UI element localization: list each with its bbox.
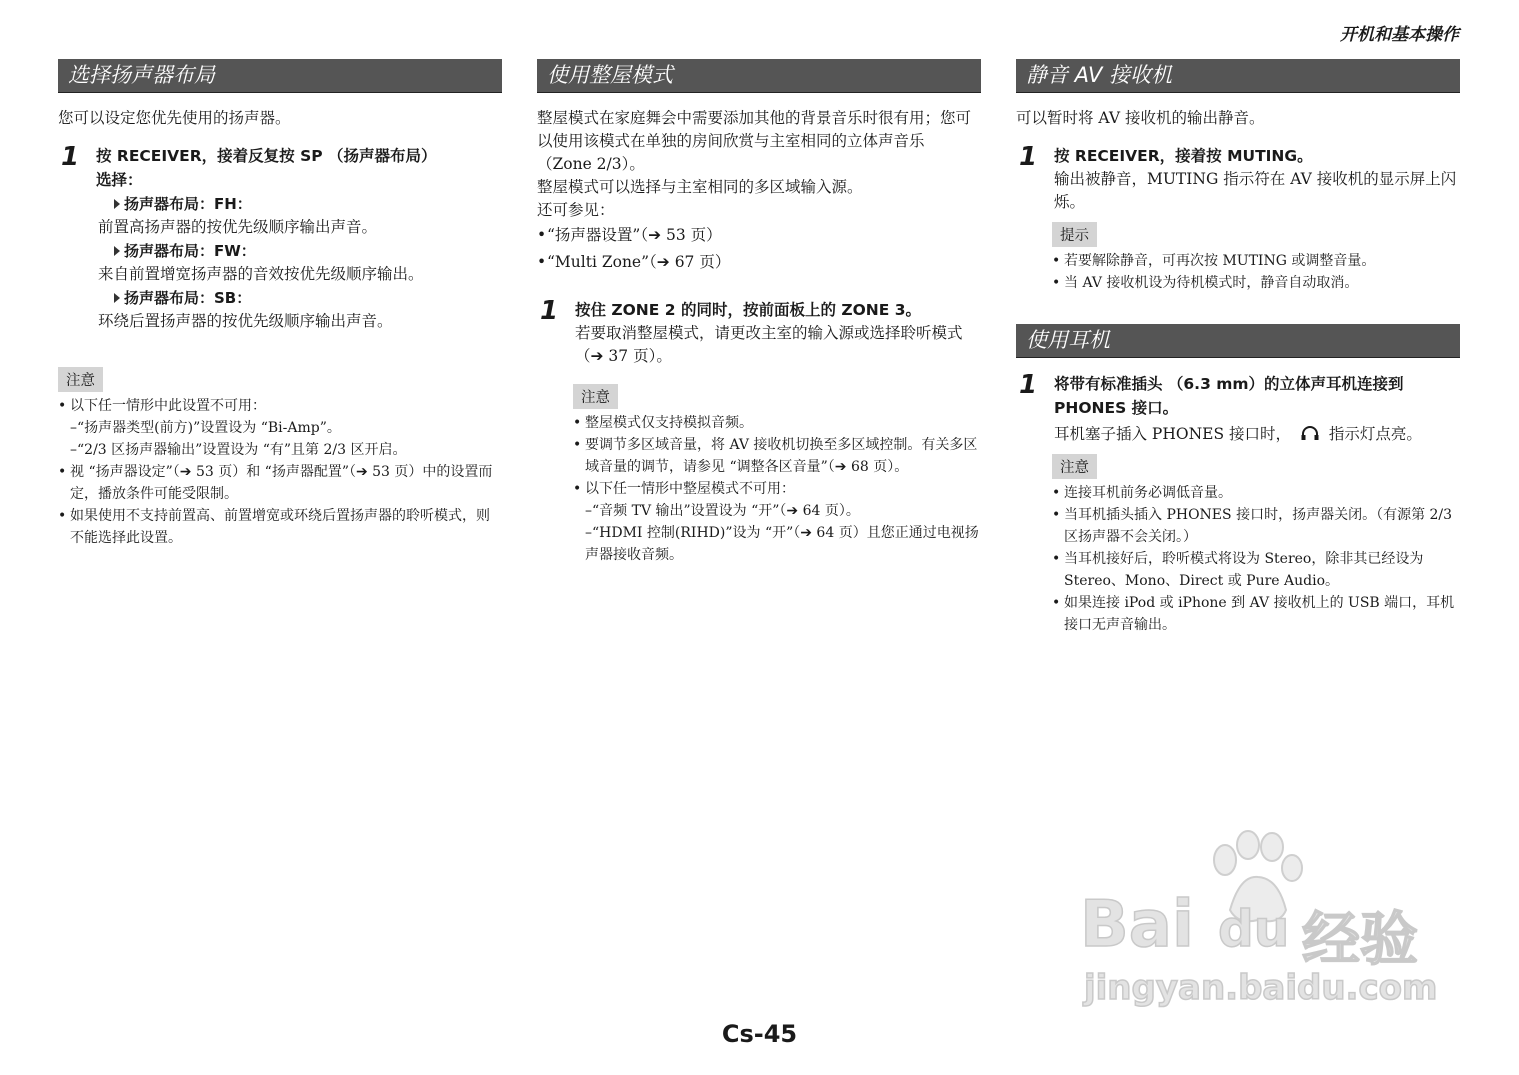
intro-text: 整屋模式在家庭舞会中需要添加其他的背景音乐时很有用；您可以使用该模式在单独的房间欣赏与主室相同的立体声音乐 （Zone 2/3）。 — [537, 109, 972, 173]
step-title: 按住 ZONE 2 的同时，按前面板上的 ZONE 3。 — [575, 301, 922, 319]
note-item: • 整屋模式仅支持模拟音频。 — [573, 412, 981, 434]
notes-list — [1052, 482, 1460, 636]
note-subitem: –“HDMI 控制(RIHD)”设为 “开”（➔ 64 页）且您正通过电视扬声器接收音频。 — [585, 525, 979, 563]
note-item: • 当耳机接好后，聆听模式将设为 Stereo，除非其已经设为 Stereo、Mono、Direct 或 Pure Audio。 — [1052, 548, 1460, 592]
note-item: • 视 “扬声器设定”（➔ 53 页）和 “扬声器配置”（➔ 53 页）中的设置而定，播放条件可能受限制。 — [58, 461, 502, 505]
step-number: 1 — [61, 142, 80, 172]
step-desc: 若要取消整屋模式，请更改主室的输入源或选择聆听模式 （➔ 37 页）。 — [575, 324, 963, 365]
note-item: • 如果使用不支持前置高、前置增宽或环绕后置扬声器的聆听模式，则不能选择此设置。 — [58, 505, 502, 549]
section-mute-headphones — [1016, 59, 1460, 636]
step-number: 1 — [540, 296, 559, 326]
triangle-right-icon — [114, 246, 120, 256]
watermark-brand-2: du — [1218, 900, 1290, 958]
step-number: 1 — [1019, 370, 1038, 400]
step-title: 按 RECEIVER，接着反复按 SP （扬声器布局） — [96, 147, 437, 165]
intro-text-2: 整屋模式可以选择与主室相同的多区域输入源。 — [537, 178, 863, 196]
step-desc-a: 耳机塞子插入 PHONES 接口时， — [1054, 425, 1292, 443]
watermark-url: jingyan.baidu.com — [1084, 968, 1438, 1008]
note-subitem: –“扬声器类型(前方)”设置设为 “Bi-Amp”。 — [70, 420, 341, 436]
option-sb-desc: 环绕后置扬声器的按优先级顺序输出声音。 — [98, 312, 393, 330]
note-subitem: –“2/3 区扬声器输出”设置设为 “有”且第 2/3 区开启。 — [70, 442, 407, 458]
note-item: • 当耳机插头插入 PHONES 接口时，扬声器关闭。（有源第 2/3 区扬声器不会关闭。） — [1052, 504, 1460, 548]
note-tag: 注意 — [573, 384, 618, 409]
page-number: Cs-45 — [721, 1020, 798, 1048]
tips-list — [1052, 250, 1460, 294]
step-title: 按 RECEIVER，接着按 MUTING。 — [1054, 147, 1313, 165]
note-item: • 如果连接 iPod 或 iPhone 到 AV 接收机上的 USB 端口，耳机接口无声音输出。 — [1052, 592, 1460, 636]
intro-text: 您可以设定您优先使用的扬声器。 — [58, 109, 291, 127]
section-whole-house — [537, 59, 981, 566]
reference-item: • “扬声器设置”（➔ 53 页） — [537, 222, 981, 249]
option-fh: 扬声器布局：FH： — [114, 192, 502, 216]
option-fh-desc: 前置高扬声器的按优先级顺序输出声音。 — [98, 218, 378, 236]
option-sb: 扬声器布局：SB： — [114, 286, 502, 310]
section-heading: 选择扬声器布局 — [58, 59, 502, 93]
reference-list — [537, 222, 981, 276]
tip-item: • 若要解除静音，可再次按 MUTING 或调整音量。 — [1052, 250, 1460, 272]
step-desc — [1054, 423, 1460, 446]
option-fw: 扬声器布局：FW： — [114, 239, 502, 263]
step-desc-b: 指示灯点亮。 — [1328, 425, 1422, 443]
step-title: 将带有标准插头 （6.3 mm）的立体声耳机连接到 PHONES 接口。 — [1054, 375, 1404, 417]
baidu-watermark — [1080, 830, 1438, 1010]
headphones-icon — [1300, 425, 1320, 441]
note-item: • 以下任一情形中此设置不可用： — [58, 395, 502, 417]
see-also-label: 还可参见： — [537, 201, 615, 219]
note-subitem: –“音频 TV 输出”设置设为 “开”（➔ 64 页）。 — [585, 503, 860, 519]
note-item: • 以下任一情形中整屋模式不可用： — [573, 478, 981, 500]
step-number: 1 — [1019, 142, 1038, 172]
intro-text: 可以暂时将 AV 接收机的输出静音。 — [1016, 109, 1265, 127]
step-1 — [58, 144, 502, 192]
step-1 — [537, 298, 981, 368]
options-list — [96, 192, 502, 333]
section-heading: 使用整屋模式 — [537, 59, 981, 93]
note-tag: 注意 — [58, 367, 103, 392]
option-fw-desc: 来自前置增宽扬声器的音效按优先级顺序输出。 — [98, 265, 424, 283]
step-1-headphones — [1016, 372, 1460, 446]
notes-list — [58, 395, 502, 549]
triangle-right-icon — [114, 199, 120, 209]
section-heading-headphones: 使用耳机 — [1016, 324, 1460, 358]
notes-list — [573, 412, 981, 566]
reference-item: • “Multi Zone”（➔ 67 页） — [537, 249, 981, 276]
note-tag: 注意 — [1052, 454, 1097, 479]
section-heading-mute: 静音 AV 接收机 — [1016, 59, 1460, 93]
step-1-mute — [1016, 144, 1460, 214]
watermark-brand: Bai — [1080, 888, 1194, 962]
tip-item: • 当 AV 接收机设为待机模式时，静音自动取消。 — [1052, 272, 1460, 294]
step-desc: 输出被静音，MUTING 指示符在 AV 接收机的显示屏上闪烁。 — [1054, 170, 1457, 211]
triangle-right-icon — [114, 293, 120, 303]
chapter-title: 开机和基本操作 — [1340, 25, 1459, 45]
section-speaker-layout — [58, 59, 502, 549]
tip-tag: 提示 — [1052, 222, 1097, 247]
note-item: • 要调节多区域音量，将 AV 接收机切换至多区域控制。有关多区域音量的调节，请参见 “调整各区音量”（➔ 68 页）。 — [573, 434, 981, 478]
note-item: • 连接耳机前务必调低音量。 — [1052, 482, 1460, 504]
step-title-2: 选择： — [96, 171, 143, 189]
watermark-cn: 经验 — [1302, 905, 1419, 973]
